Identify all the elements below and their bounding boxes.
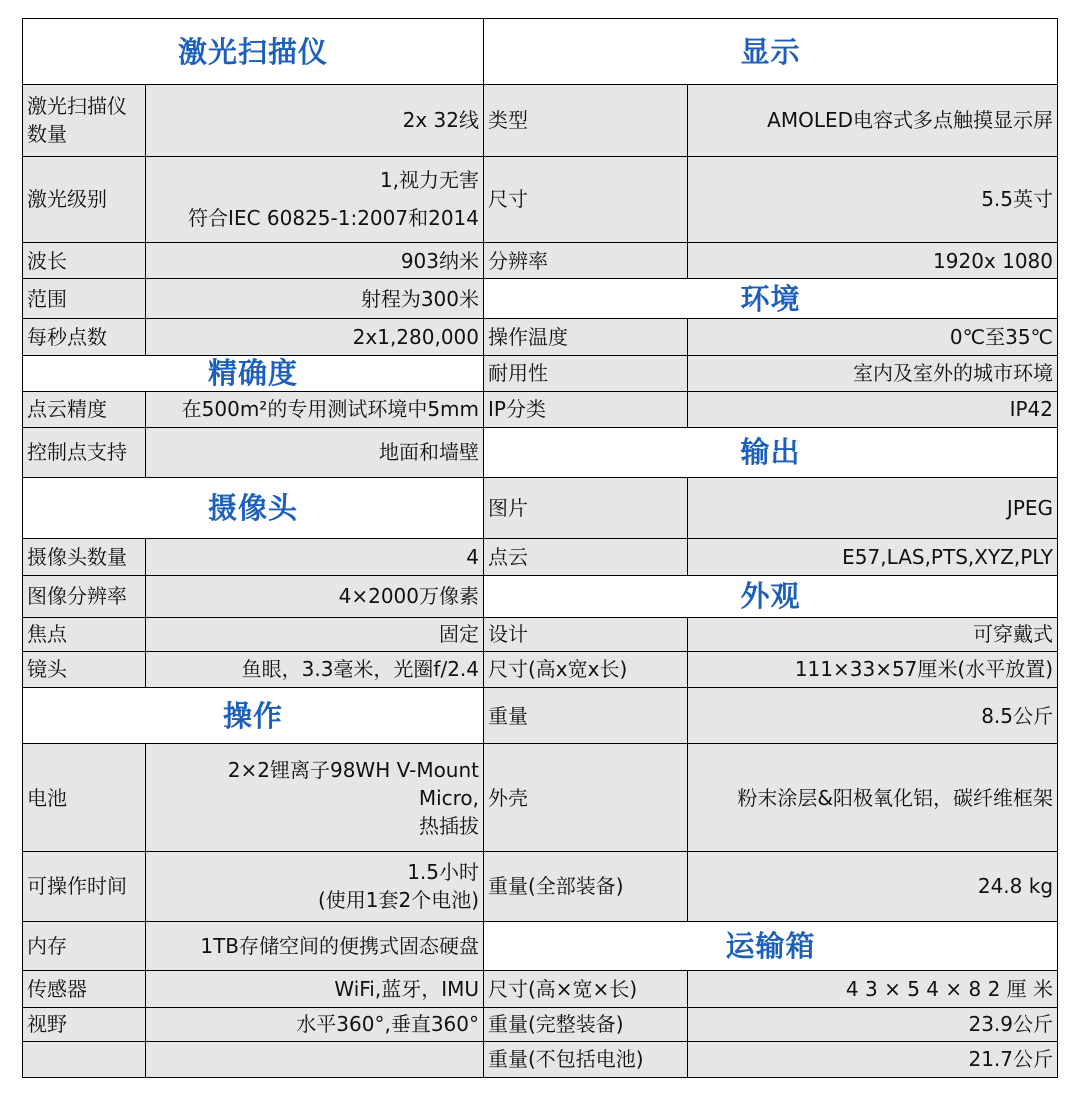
empty-cell — [146, 1041, 484, 1077]
row-label-case-dimensions: 尺寸(高×宽×长) — [484, 971, 688, 1007]
row-label-laser-class: 激光级别 — [23, 156, 146, 242]
row-value-image-resolution: 4×2000万像素 — [146, 575, 484, 617]
row-label-display-resolution: 分辨率 — [484, 243, 688, 279]
row-label-field-of-view: 视野 — [23, 1007, 146, 1041]
row-value-durability: 室内及室外的城市环境 — [688, 355, 1058, 391]
row-value-image-format: JPEG — [688, 478, 1058, 539]
row-label-control-point-support: 控制点支持 — [23, 427, 146, 477]
row-value-lens: 鱼眼，3.3毫米，光圈f/2.4 — [146, 651, 484, 687]
row-value-case-weight-full: 23.9公斤 — [688, 1007, 1058, 1041]
row-label-camera-count: 摄像头数量 — [23, 539, 146, 575]
row-label-points-per-second: 每秒点数 — [23, 319, 146, 355]
row-value-display-resolution: 1920x 1080 — [688, 243, 1058, 279]
row-label-image-resolution: 图像分辨率 — [23, 575, 146, 617]
row-value-storage: 1TB存储空间的便携式固态硬盘 — [146, 922, 484, 971]
section-title-laser-scanner: 激光扫描仪 — [23, 19, 484, 85]
section-title-display: 显示 — [484, 19, 1058, 85]
row-label-image-format: 图片 — [484, 478, 688, 539]
row-value-line: 热插拔 — [419, 813, 480, 838]
row-value-line: 2×2锂离子98WH V-Mount — [227, 757, 480, 782]
row-value-dimensions: 111×33×57厘米(水平放置) — [688, 651, 1058, 687]
row-value-case-dimensions: 4 3 × 5 4 × 8 2 厘 米 — [688, 971, 1058, 1007]
row-label-display-type: 类型 — [484, 85, 688, 156]
row-value-battery — [146, 744, 484, 852]
row-value-field-of-view: 水平360°,垂直360° — [146, 1007, 484, 1041]
row-value-camera-count: 4 — [146, 539, 484, 575]
row-value-case-weight-no-battery: 21.7公斤 — [688, 1041, 1058, 1077]
row-value-weight: 8.5公斤 — [688, 688, 1058, 744]
row-value-line: (使用1套2个电池) — [317, 888, 480, 913]
row-value-focus: 固定 — [146, 617, 484, 651]
row-label-lens: 镜头 — [23, 651, 146, 687]
section-title-environment: 环境 — [484, 279, 1058, 319]
spec-table-left — [22, 18, 484, 1078]
row-label-range: 范围 — [23, 279, 146, 319]
row-value-display-type: AMOLED电容式多点触摸显示屏 — [688, 85, 1058, 156]
empty-cell — [23, 1041, 146, 1077]
row-value-ip-rating: IP42 — [688, 391, 1058, 427]
row-value-line: 1.5小时 — [407, 860, 480, 885]
section-title-transport-case: 运输箱 — [484, 922, 1058, 971]
row-value-design: 可穿戴式 — [688, 617, 1058, 651]
row-value-point-cloud-accuracy: 在500m²的专用测试环境中5mm — [146, 391, 484, 427]
row-label-ip-rating: IP分类 — [484, 391, 688, 427]
spec-sheet — [22, 18, 1057, 1078]
row-value-housing: 粉末涂层&阳极氧化铝，碳纤维框架 — [688, 744, 1058, 852]
row-label-sensors: 传感器 — [23, 971, 146, 1007]
row-value-wavelength: 903纳米 — [146, 243, 484, 279]
section-title-accuracy: 精确度 — [23, 355, 484, 391]
row-label-line: 数量 — [27, 122, 67, 147]
row-label-focus: 焦点 — [23, 617, 146, 651]
row-value-scanner-count: 2x 32线 — [146, 85, 484, 156]
row-label-operating-temperature: 操作温度 — [484, 319, 688, 355]
row-value-line: Micro, — [418, 785, 480, 810]
section-title-appearance: 外观 — [484, 575, 1058, 617]
row-label-design: 设计 — [484, 617, 688, 651]
row-label-battery: 电池 — [23, 744, 146, 852]
section-title-camera: 摄像头 — [23, 478, 484, 539]
row-value-control-point-support: 地面和墙壁 — [146, 427, 484, 477]
row-value-laser-class — [146, 156, 484, 242]
row-label-case-weight-full: 重量(完整装备) — [484, 1007, 688, 1041]
row-label-housing: 外壳 — [484, 744, 688, 852]
row-label-operating-time: 可操作时间 — [23, 851, 146, 921]
row-value-range: 射程为300米 — [146, 279, 484, 319]
row-value-point-cloud-format: E57,LAS,PTS,XYZ,PLY — [688, 539, 1058, 575]
row-value-line: 1,视力无害 — [379, 168, 480, 193]
row-value-sensors: WiFi,蓝牙，IMU — [146, 971, 484, 1007]
row-value-operating-time — [146, 851, 484, 921]
row-label-weight: 重量 — [484, 688, 688, 744]
row-value-display-size: 5.5英寸 — [688, 156, 1058, 242]
row-label-scanner-count — [23, 85, 146, 156]
row-label-weight-full-equipment: 重量(全部装备) — [484, 851, 688, 921]
section-title-output: 输出 — [484, 427, 1058, 477]
row-label-dimensions: 尺寸(高x宽x长) — [484, 651, 688, 687]
row-label-point-cloud-format: 点云 — [484, 539, 688, 575]
spec-table-right — [483, 18, 1058, 1078]
row-value-operating-temperature: 0℃至35℃ — [688, 319, 1058, 355]
row-label-durability: 耐用性 — [484, 355, 688, 391]
row-label-line: 激光扫描仪 — [27, 94, 127, 119]
section-title-operation: 操作 — [23, 688, 484, 744]
row-label-wavelength: 波长 — [23, 243, 146, 279]
row-value-points-per-second: 2x1,280,000 — [146, 319, 484, 355]
row-label-point-cloud-accuracy: 点云精度 — [23, 391, 146, 427]
row-label-storage: 内存 — [23, 922, 146, 971]
row-label-display-size: 尺寸 — [484, 156, 688, 242]
row-label-case-weight-no-battery: 重量(不包括电池) — [484, 1041, 688, 1077]
row-value-weight-full-equipment: 24.8 kg — [688, 851, 1058, 921]
row-value-line: 符合IEC 60825-1:2007和2014 — [188, 206, 480, 231]
